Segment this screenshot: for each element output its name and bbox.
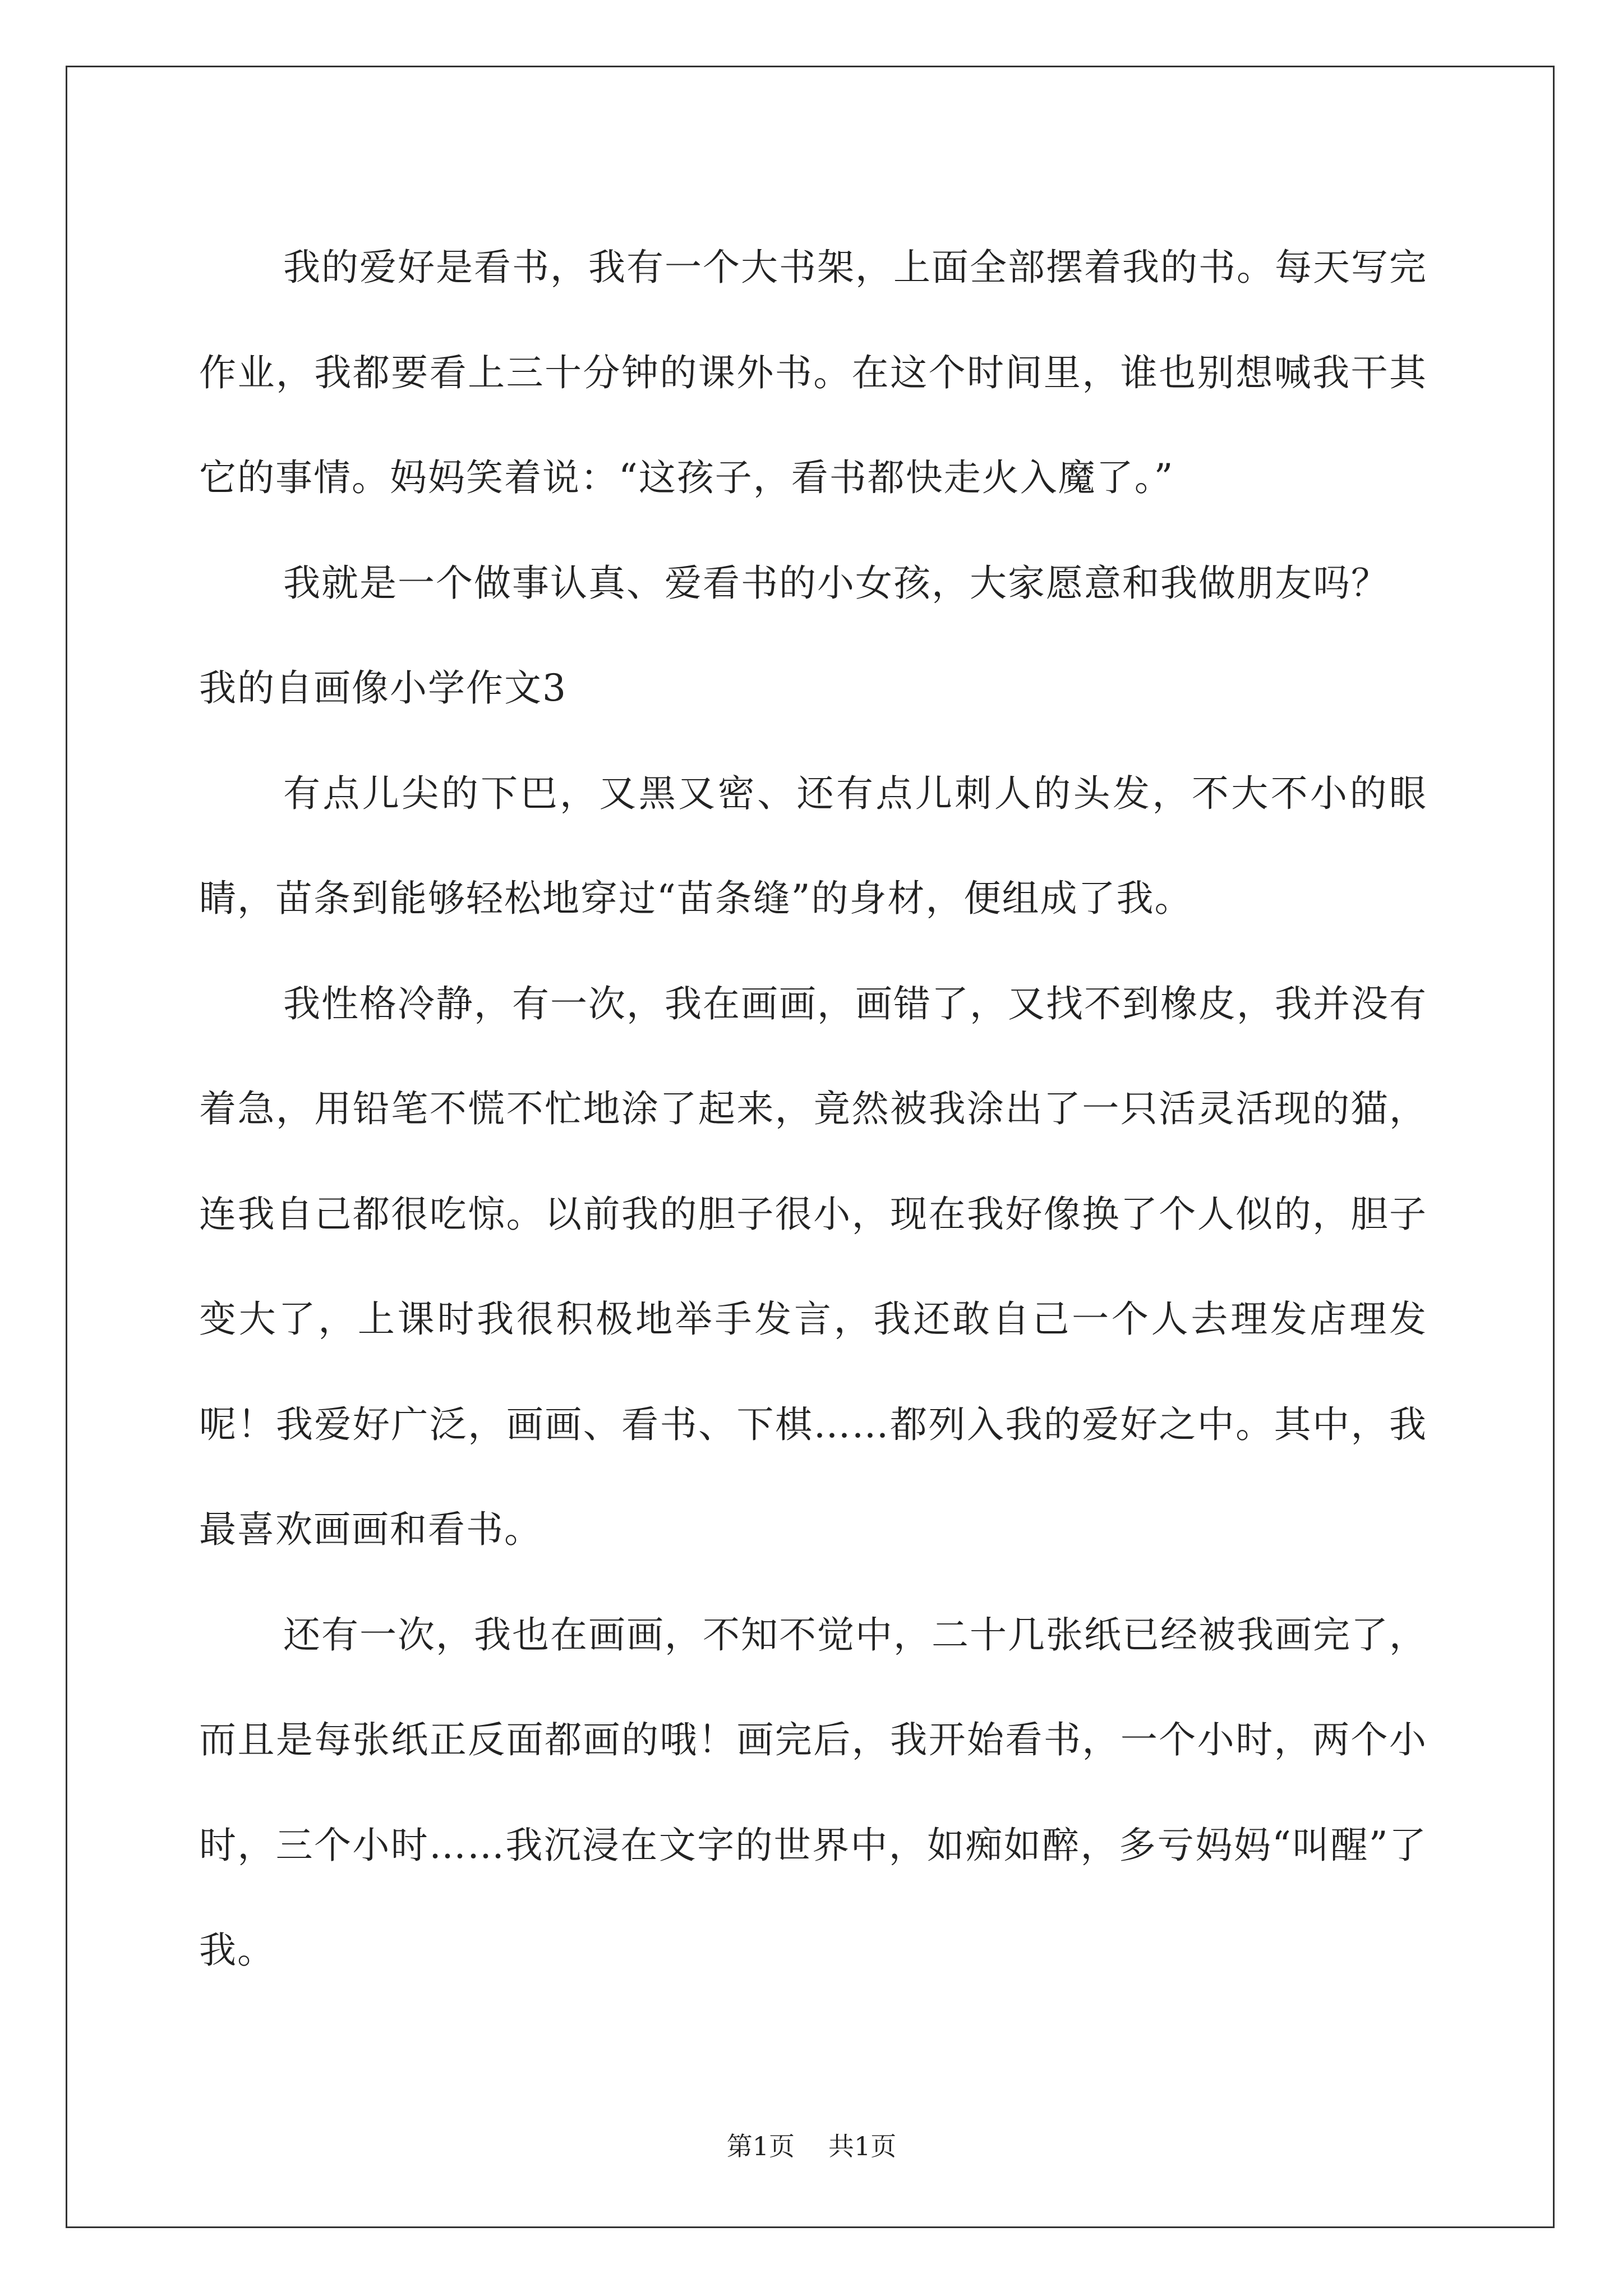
document-body xyxy=(199,215,1427,2003)
paragraph-personality: 我性格冷静，有一次，我在画画，画错了，又找不到橡皮，我并没有着急，用铅笔不慌不忙地涂了起来，竟然被我涂出了一只活灵活现的猫，连我自己都很吃惊。以前我的胆子很小，现在我好像换了个人似的，胆子变大了，上课时我很积极地举手发言，我还敢自己一个人去理发店理发呢！我爱好广泛，画画、看书、下棋……都列入我的爱好之中。其中，我最喜欢画画和看书。 xyxy=(199,982,1427,1551)
paragraph-drawing-story: 还有一次，我也在画画，不知不觉中，二十几张纸已经被我画完了，而且是每张纸正反面都画的哦！画完后，我开始看书，一个小时，两个小时，三个小时……我沉浸在文字的世界中，如痴如醉，多亏妈妈“叫醒”了我。 xyxy=(199,1613,1427,1972)
page-number-current: 第1页 xyxy=(726,2131,795,2161)
page-footer xyxy=(0,2126,1623,2163)
paragraph-friends-question: 我就是一个做事认真、爱看书的小女孩，大家愿意和我做朋友吗？ xyxy=(283,561,1389,605)
paragraph-appearance: 有点儿尖的下巴，又黑又密、还有点儿刺人的头发，不大不小的眼睛，苗条到能够轻松地穿过“苗条缝”的身材，便组成了我。 xyxy=(199,771,1427,920)
page-number-total: 共1页 xyxy=(828,2131,897,2161)
paragraph-hobby-reading: 我的爱好是看书，我有一个大书架，上面全部摆着我的书。每天写完作业，我都要看上三十分钟的课外书。在这个时间里，谁也别想喊我干其它的事情。妈妈笑着说：“这孩子，看书都快走火入魔了。” xyxy=(199,246,1427,499)
section-heading: 我的自画像小学作文3 xyxy=(199,666,567,710)
